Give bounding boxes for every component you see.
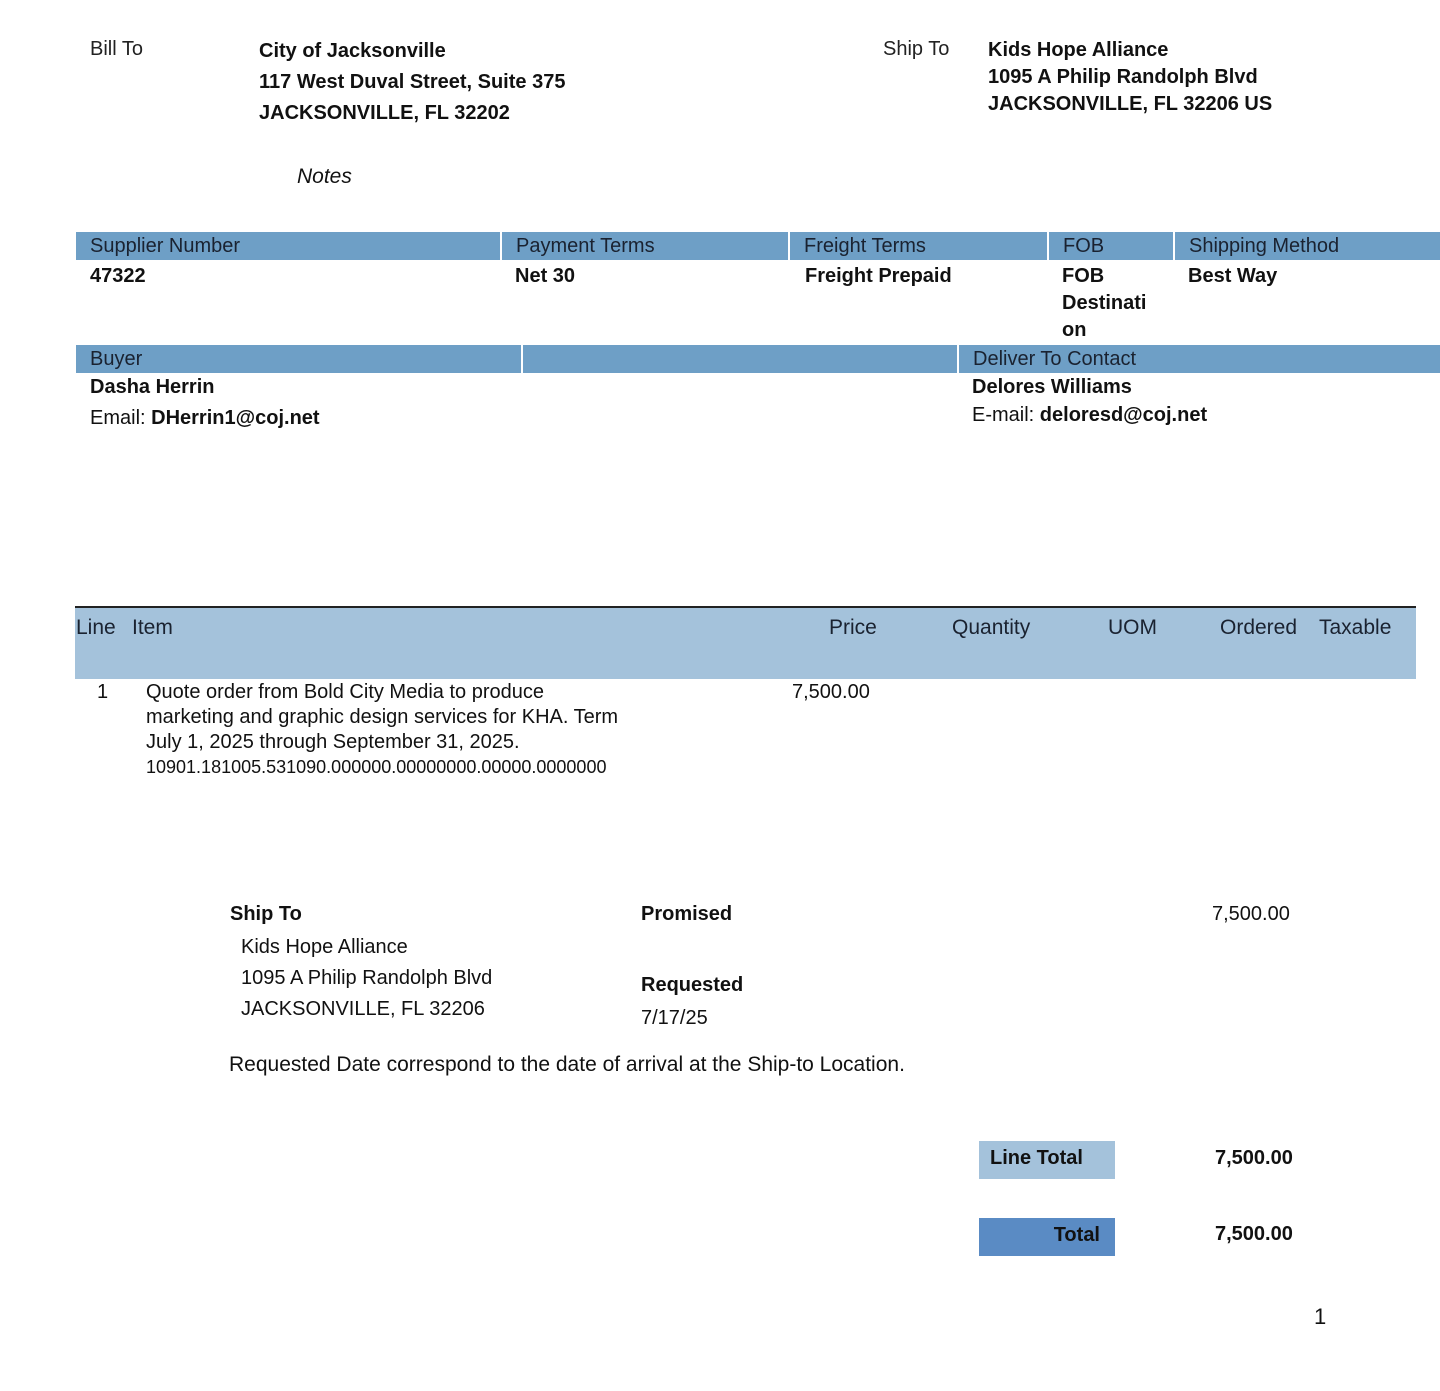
ship-to-label: Ship To bbox=[883, 38, 950, 60]
ship-to-line: JACKSONVILLE, FL 32206 US bbox=[988, 93, 1273, 115]
header-blank bbox=[523, 345, 957, 373]
payment-terms-value: Net 30 bbox=[515, 265, 576, 287]
account-code: 10901.181005.531090.000000.00000000.00000.0000000 bbox=[146, 757, 607, 777]
col-taxable: Taxable bbox=[1319, 616, 1392, 639]
buyer-email[interactable]: DHerrin1@coj.net bbox=[151, 407, 320, 429]
buyer-email-row bbox=[90, 407, 320, 430]
fob-value bbox=[1062, 263, 1146, 344]
header-shipping-method: Shipping Method bbox=[1175, 232, 1440, 260]
ship-to-address bbox=[988, 37, 1272, 118]
ship-to-line: 1095 A Philip Randolph Blvd bbox=[988, 66, 1258, 88]
schedule-amount: 7,500.00 bbox=[1212, 903, 1290, 925]
col-uom: UOM bbox=[1108, 616, 1157, 639]
fob-line: on bbox=[1062, 319, 1087, 341]
header-payment-terms: Payment Terms bbox=[502, 232, 788, 260]
notes-label: Notes bbox=[297, 165, 352, 188]
bill-to-address bbox=[259, 36, 565, 129]
deliver-to-name: Delores Williams bbox=[972, 376, 1132, 398]
bill-to-line: 117 West Duval Street, Suite 375 bbox=[259, 71, 566, 93]
deliver-to-email-row bbox=[972, 404, 1207, 427]
supplier-number-value: 47322 bbox=[90, 265, 146, 287]
buyer-name: Dasha Herrin bbox=[90, 376, 215, 398]
header-freight-terms: Freight Terms bbox=[790, 232, 1047, 260]
deliver-to-email-label: E-mail: bbox=[972, 404, 1035, 426]
buyer-email-label: Email: bbox=[90, 407, 146, 429]
item-price: 7,500.00 bbox=[792, 681, 870, 703]
col-ordered: Ordered bbox=[1220, 616, 1298, 639]
line-total-value: 7,500.00 bbox=[1215, 1147, 1293, 1169]
shipping-method-value: Best Way bbox=[1188, 265, 1278, 287]
bill-to-line: City of Jacksonville bbox=[259, 40, 446, 62]
fob-line: FOB bbox=[1062, 265, 1105, 287]
ship-to-line: Kids Hope Alliance bbox=[988, 39, 1169, 61]
item-line: Quote order from Bold City Media to produce bbox=[146, 681, 544, 703]
col-price: Price bbox=[829, 616, 877, 639]
header-fob: FOB bbox=[1049, 232, 1173, 260]
col-line: Line bbox=[76, 616, 116, 639]
fob-line: Destinati bbox=[1062, 292, 1147, 314]
line-number: 1 bbox=[97, 681, 109, 703]
requested-label: Requested bbox=[641, 974, 744, 996]
bill-to-label: Bill To bbox=[90, 38, 143, 60]
schedule-ship-to-line: 1095 A Philip Randolph Blvd bbox=[241, 967, 493, 989]
item-line: marketing and graphic design services for KHA. Term bbox=[146, 706, 619, 728]
promised-label: Promised bbox=[641, 903, 733, 925]
header-buyer: Buyer bbox=[76, 345, 521, 373]
freight-terms-value: Freight Prepaid bbox=[805, 265, 952, 287]
requested-date-note: Requested Date correspond to the date of arrival at the Ship-to Location. bbox=[229, 1053, 905, 1076]
col-quantity: Quantity bbox=[952, 616, 1031, 639]
bill-to-line: JACKSONVILLE, FL 32202 bbox=[259, 102, 510, 124]
header-deliver-to-contact: Deliver To Contact bbox=[959, 345, 1440, 373]
total-value: 7,500.00 bbox=[1215, 1223, 1293, 1245]
page-number: 1 bbox=[1314, 1304, 1327, 1329]
line-total-label: Line Total bbox=[979, 1141, 1115, 1179]
item-description bbox=[146, 680, 618, 780]
schedule-ship-to-label: Ship To bbox=[230, 903, 302, 925]
line-items-header bbox=[75, 606, 1416, 679]
schedule-ship-to-line: Kids Hope Alliance bbox=[241, 936, 408, 958]
col-item: Item bbox=[132, 616, 173, 639]
schedule-ship-to-address bbox=[241, 932, 492, 1025]
requested-date: 7/17/25 bbox=[641, 1007, 708, 1029]
deliver-to-email[interactable]: deloresd@coj.net bbox=[1039, 404, 1208, 426]
header-supplier-number: Supplier Number bbox=[76, 232, 500, 260]
item-line: July 1, 2025 through September 31, 2025. bbox=[146, 731, 520, 753]
total-label: Total bbox=[979, 1218, 1115, 1256]
schedule-ship-to-line: JACKSONVILLE, FL 32206 bbox=[241, 998, 485, 1020]
